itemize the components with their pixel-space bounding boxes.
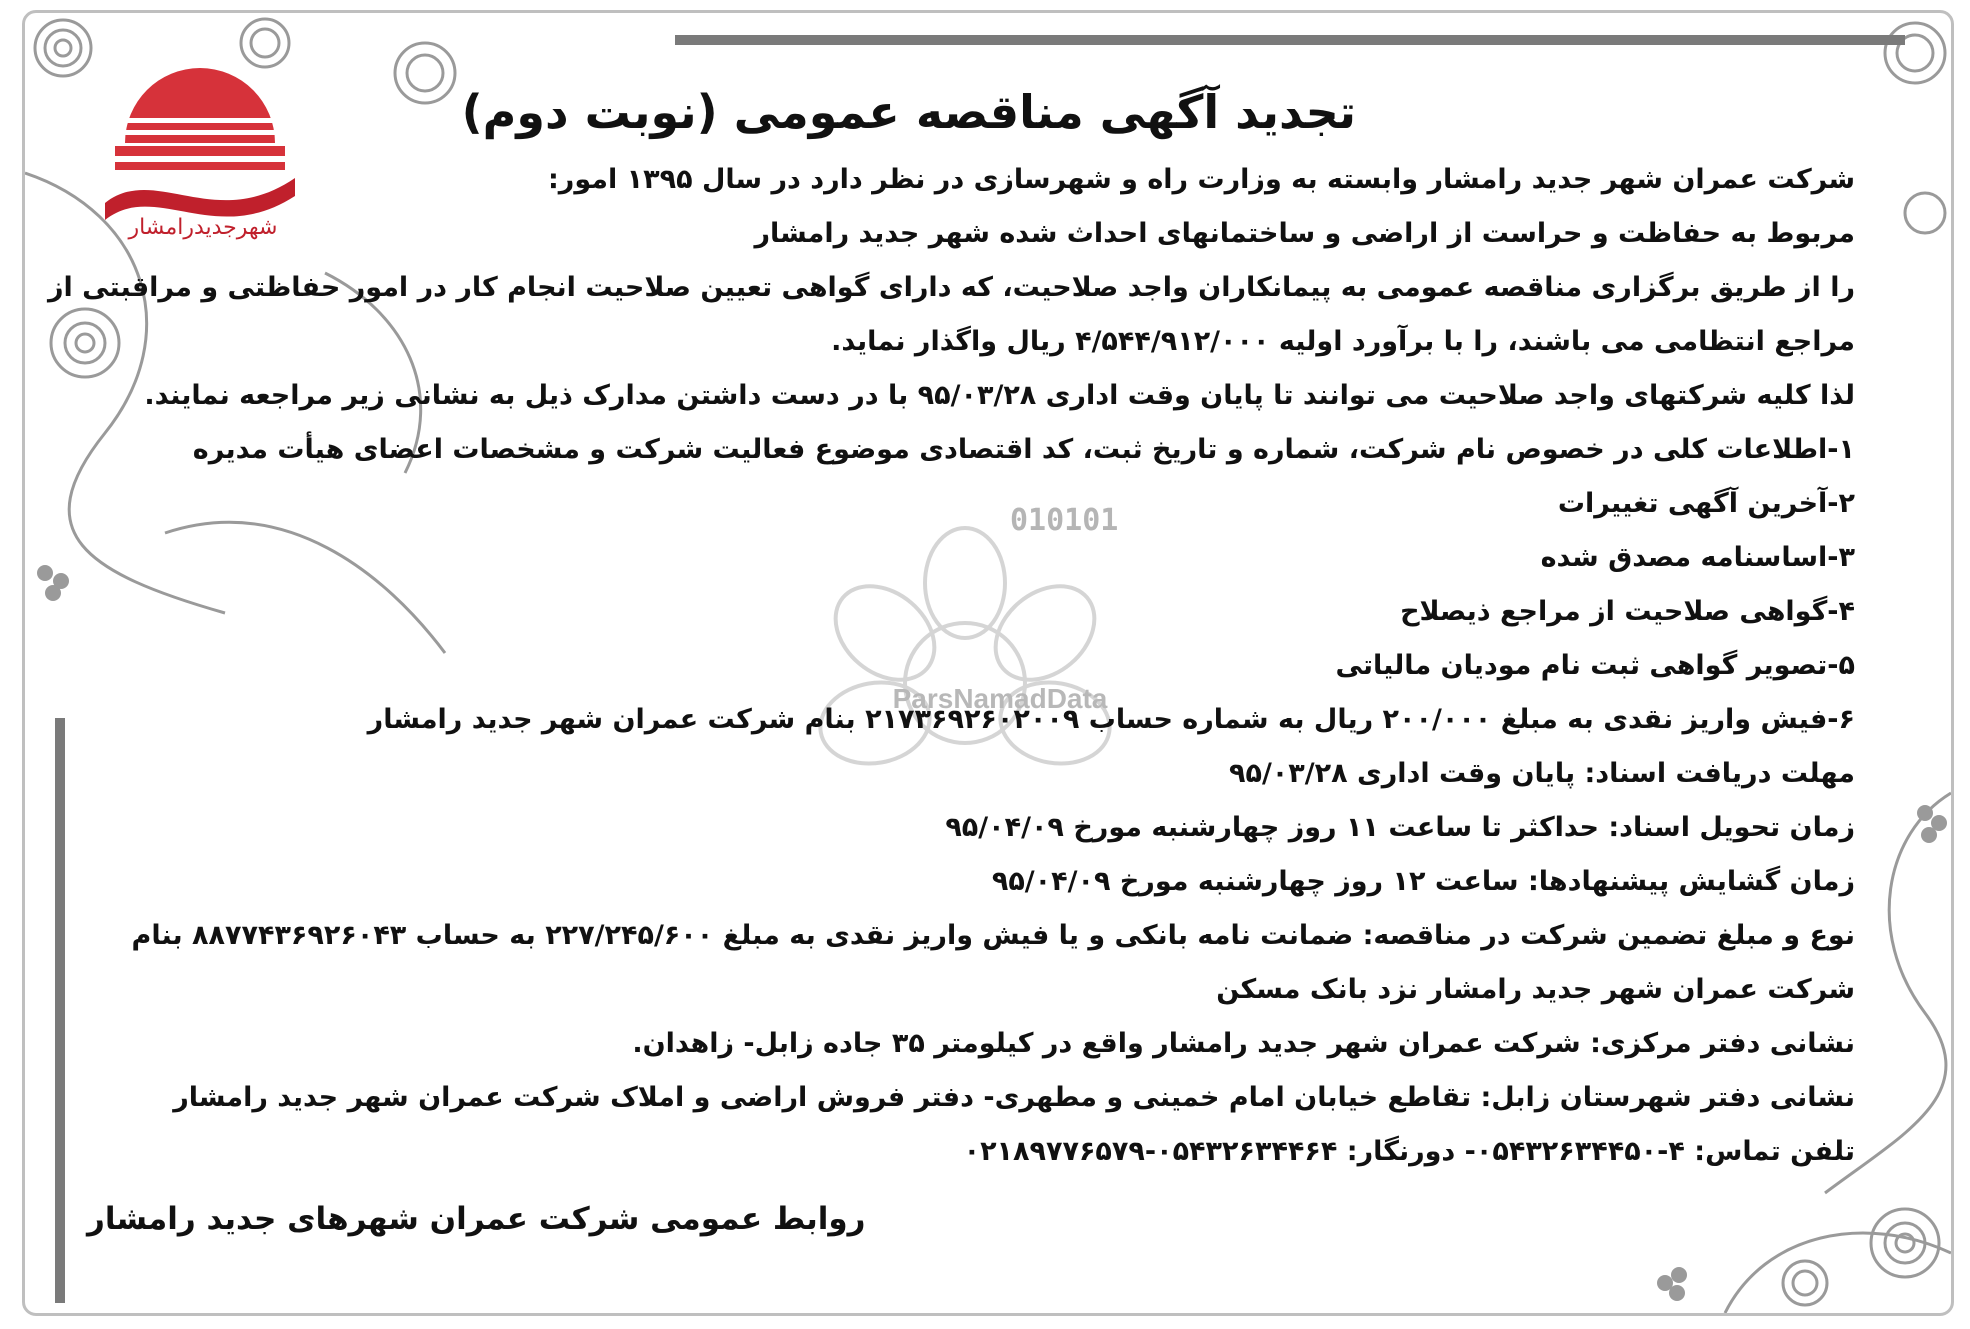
guarantee-line: نوع و مبلغ تضمین شرکت در مناقصه: ضمانت نامه بانکی و یا فیش واریز نقدی به مبلغ ۲۲۷/۲۴۵/۶۰۰ به حساب ۸۸۷۷۴۳۶۹۲۶۰۴۳ بنام [131,920,1855,951]
public-relations-signature: روابط عمومی شرکت عمران شهرهای جدید رامشار [87,1201,866,1237]
head-office-address: نشانی دفتر مرکزی: شرکت عمران شهر جدید رامشار واقع در کیلومتر ۳۵ جاده زابل- زاهدان. [632,1028,1855,1059]
notice-body [47,153,1855,1179]
watermark-brand: ParsNamadData [892,683,1108,714]
zabol-office-address: نشانی دفتر شهرستان زابل: تقاطع خیابان امام خمینی و مطهری- دفتر فروش اراضی و املاک شرکت عمران شهر جدید رامشار [173,1082,1855,1113]
delivery-time-line: زمان تحویل اسناد: حداکثر تا ساعت ۱۱ روز چهارشنبه مورخ ۹۵/۰۴/۰۹ [945,812,1855,843]
notice-frame [22,10,1954,1316]
notice-line: مربوط به حفاظت و حراست از اراضی و ساختمانهای احداث شده شهر جدید رامشار [754,218,1855,249]
notice-line: را از طریق برگزاری مناقصه عمومی به پیمانکاران واجد صلاحیت، که دارای گواهی تعیین صلاحیت انجام کار در امور حفاظتی و مراقبتی از [47,272,1855,303]
notice-line: مراجع انتظامی می باشند، را با برآورد اولیه ۴/۵۴۴/۹۱۲/۰۰۰ ریال واگذار نماید. [831,326,1855,357]
contact-phone: تلفن تماس: ۴-۰۵۴۳۲۶۳۴۴۵۰- دورنگار: ۰۵۴۳۲۶۳۴۴۶۴-۰۲۱۸۹۷۷۶۵۷۹ [963,1136,1855,1167]
watermark-digits: 010101 [1010,503,1119,538]
logo-caption: شهرجدیدرامشار [128,215,278,240]
requirement-item: ۴-گواهی صلاحیت از مراجع ذیصلاح [1400,596,1855,627]
opening-time-line: زمان گشایش پیشنهادها: ساعت ۱۲ روز چهارشنبه مورخ ۹۵/۰۴/۰۹ [991,866,1855,897]
requirement-item: ۶-فیش واریز نقدی به مبلغ ۲۰۰/۰۰۰ ریال به شماره حساب ۲۱۷۳۶۹۲۶۰۲۰۰۹ بنام شرکت عمران شهر جدید رامشار [367,704,1855,735]
top-rule [675,35,1905,45]
guarantee-line: شرکت عمران شهر جدید رامشار نزد بانک مسکن [1216,974,1855,1005]
requirement-item: ۱-اطلاعات کلی در خصوص نام شرکت، شماره و تاریخ ثبت، کد اقتصادی موضوع فعالیت شرکت و مشخصات اعضای هیأت مدیره [192,434,1855,465]
requirement-item: ۲-آخرین آگهی تغییرات [1557,488,1855,519]
notice-line: لذا کلیه شرکتهای واجد صلاحیت می توانند تا پایان وقت اداری ۹۵/۰۳/۲۸ با در دست داشتن مدارک ذیل به نشانی زیر مراجعه نمایند. [144,380,1855,411]
requirement-item: ۳-اساسنامه مصدق شده [1540,542,1855,573]
notice-line: شرکت عمران شهر جدید رامشار وابسته به وزارت راه و شهرسازی در نظر دارد در سال ۱۳۹۵ امور: [547,164,1855,195]
requirement-item: ۵-تصویر گواهی ثبت نام مودیان مالیاتی [1335,650,1855,681]
deadline-line: مهلت دریافت اسناد: پایان وقت اداری ۹۵/۰۳/۲۸ [1228,758,1855,789]
page-title: تجدید آگهی مناقصه عمومی (نوبت دوم) [461,85,1356,139]
